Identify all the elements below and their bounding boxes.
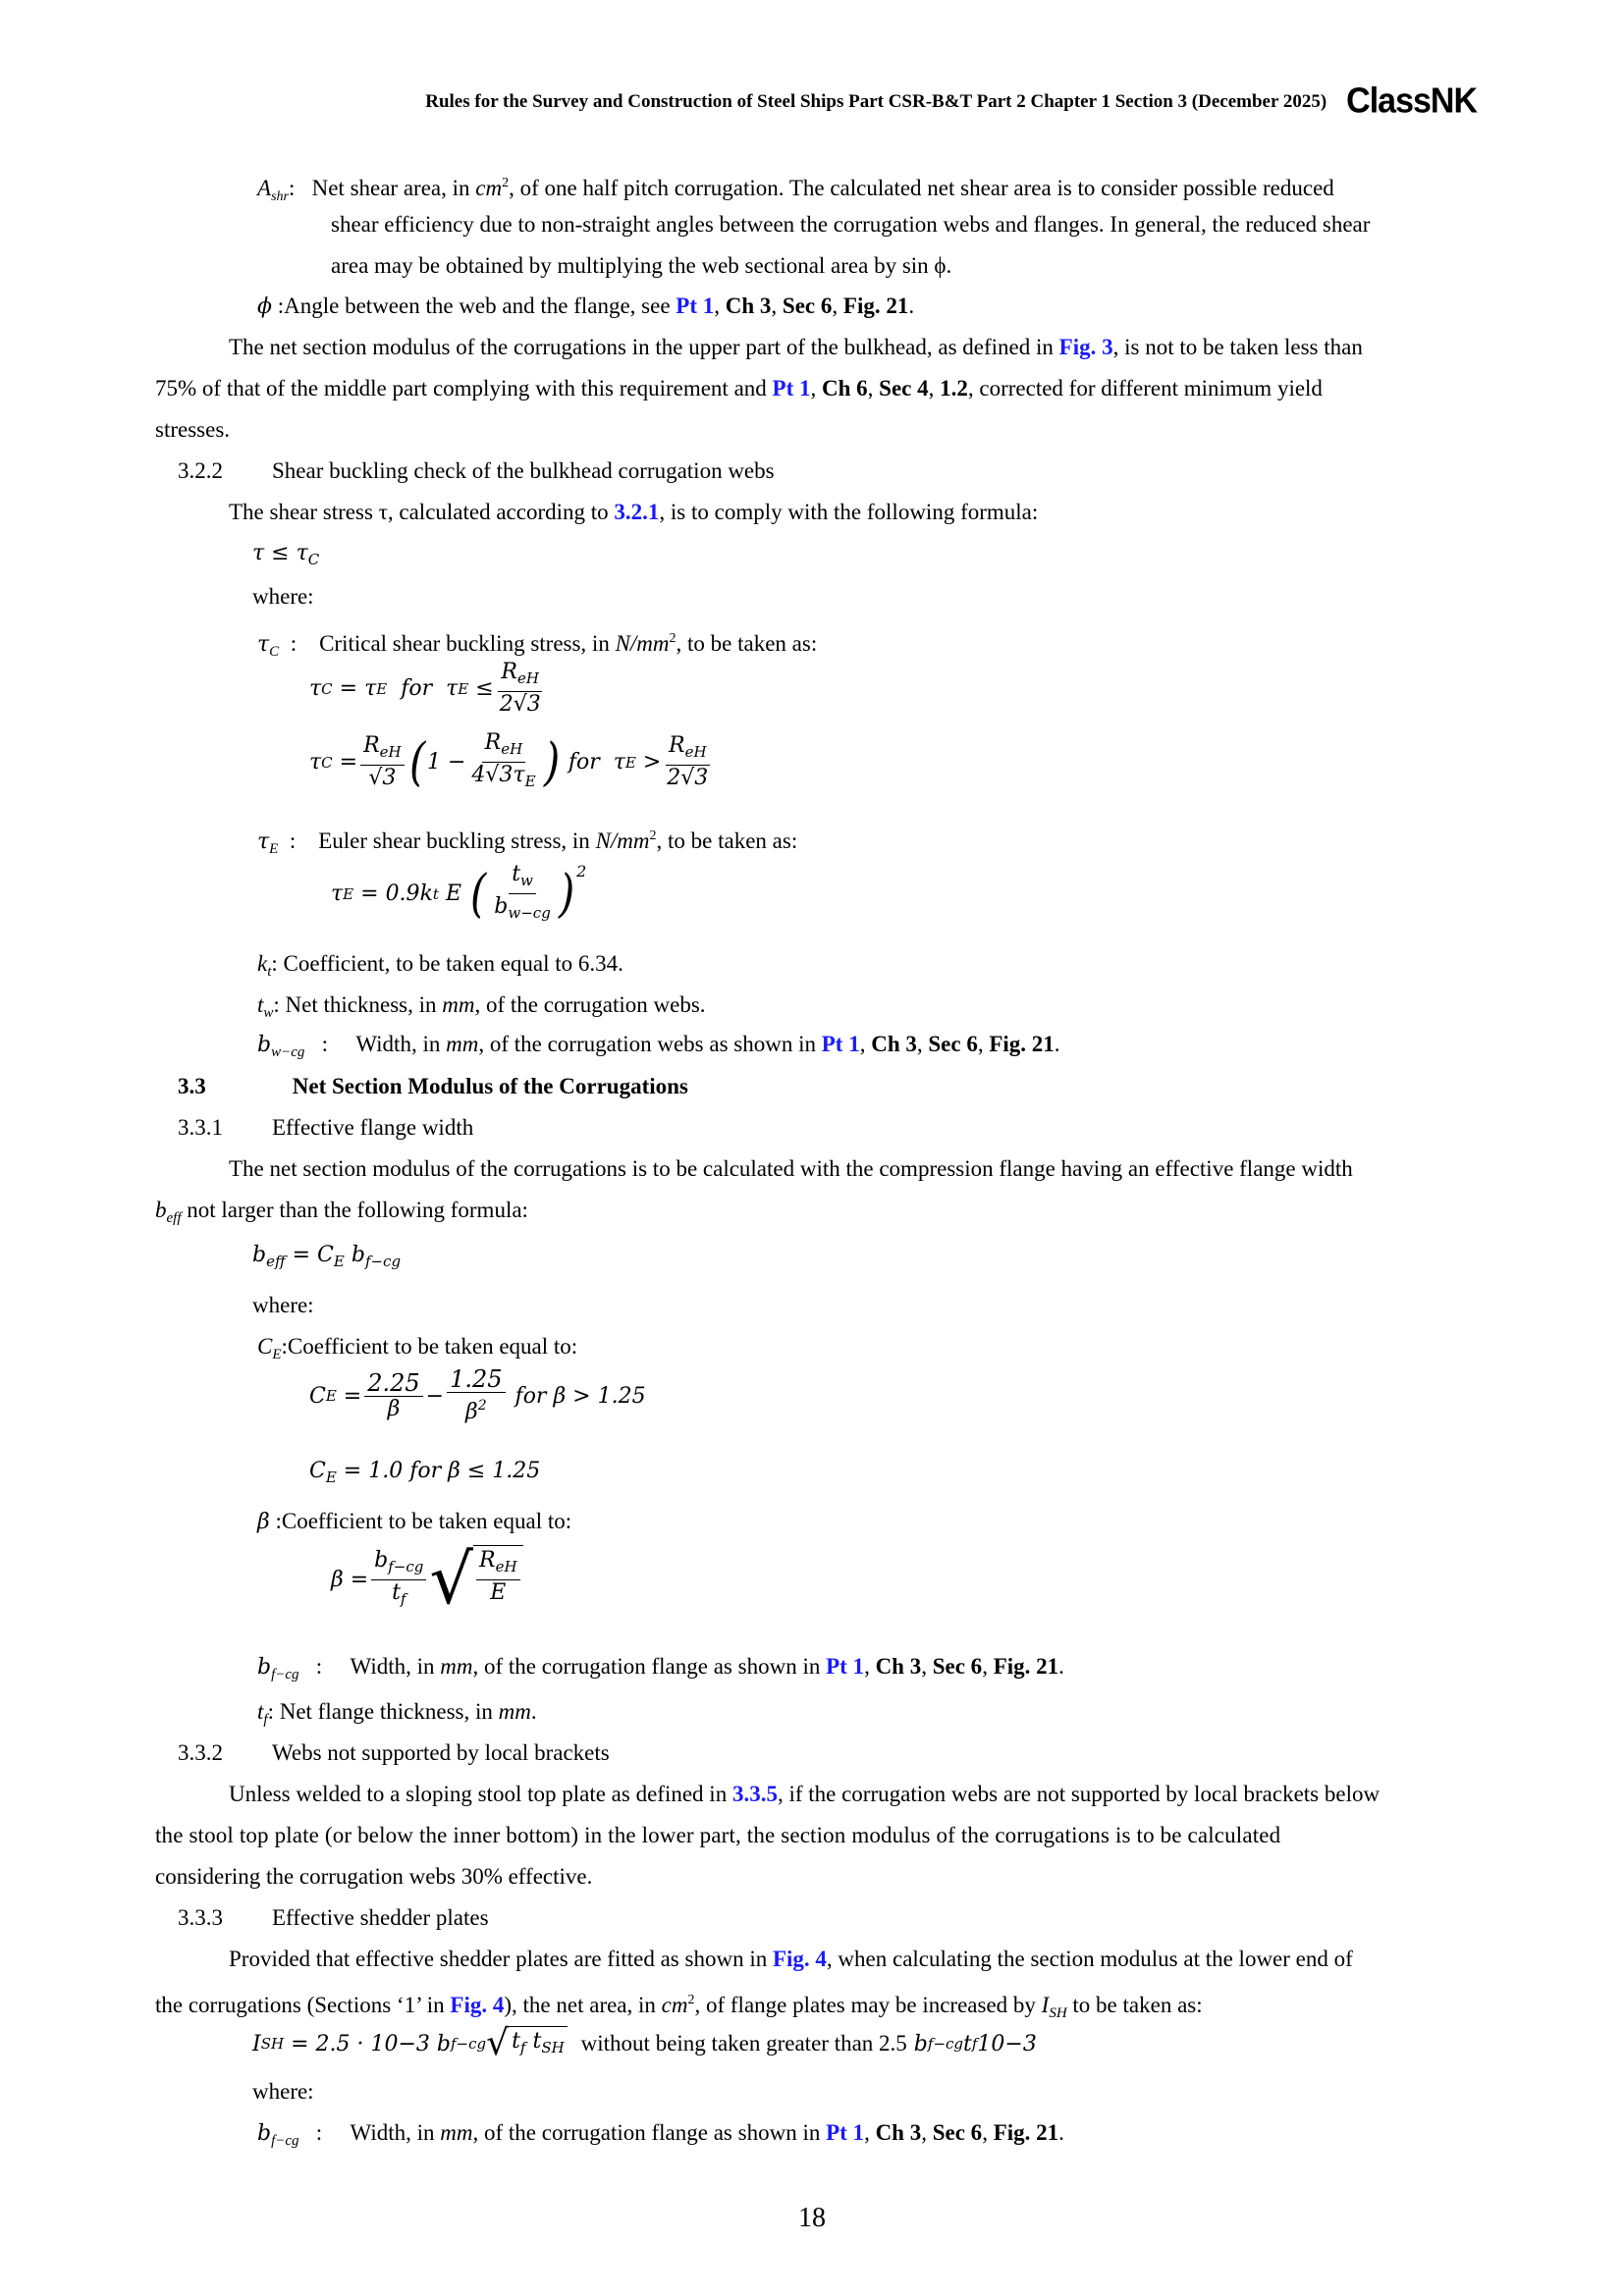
beta-definition: β :Coefficient to be taken equal to:	[257, 1509, 572, 1534]
beta-equation: β = $\frac{b_{f-cg}}{t_f}$ √ $\frac{R_{eH}}{E}$	[331, 1545, 523, 1614]
webs-paragraph-line2: the stool top plate (or below the inner bottom) in the lower part, the section modulus of the corrugations is to be calculated	[155, 1823, 1281, 1847]
webs-paragraph-line3: considering the corrugation webs 30% effective.	[155, 1864, 593, 1889]
ce-definition: $C_E:Coefficient$ to be taken equal to:	[257, 1334, 578, 1362]
section-3-3-3-heading: 3.3.3 Effective shedder plates	[178, 1905, 489, 1930]
ref-pt1-link[interactable]: Pt 1	[826, 1654, 865, 1679]
ref-3-2-1-link[interactable]: 3.2.1	[614, 500, 660, 524]
ref-fig4-link[interactable]: Fig. 4	[450, 1993, 505, 2017]
shedder-paragraph-line2: the corrugations (Sections ‘1’ in Fig. 4), the net area, in $cm^2$, of flange plates may be increased by $I_{SH}$ to be taken as:	[155, 1993, 1203, 2021]
taue-definition: $\tau_E$ : Euler shear buckling stress, in $N/mm^2$, to be taken as:	[257, 828, 798, 857]
section-3-2-2-heading: 3.2.2 Shear buckling check of the bulkhead corrugation webs	[178, 458, 775, 483]
tau-inequality: $\tau \le \tau_C$	[252, 541, 320, 568]
ish-equation: I SH = 2.5 · 10 −3 b f−cg √ $t_f$ $t_{SH}$ without being taken greater than 2.5 b f−cg t f 10 −3	[252, 2023, 1037, 2063]
where-label: where:	[252, 2079, 314, 2104]
ashr-definition-line1: $A_{shr}$: Net shear area, in $cm^2$, of one half pitch corrugation. The calculated net shear area is to consider possible reduced	[257, 176, 1334, 204]
page-number: 18	[798, 2203, 826, 2233]
ref-fig3-link[interactable]: Fig. 3	[1058, 335, 1113, 359]
flange-paragraph-line2: $b_{eff}$ not larger than the following formula:	[155, 1198, 528, 1226]
webs-paragraph-line1: Unless welded to a sloping stool top plate as defined in 3.3.5, if the corrugation webs are not supported by local brackets below	[229, 1782, 1380, 1806]
modulus-paragraph-line1: The net section modulus of the corrugations in the upper part of the bulkhead, as defined in Fig. 3, is not to be taken less than	[229, 335, 1363, 359]
shear-stress-sentence: The shear stress τ, calculated according to 3.2.1, is to comply with the following formula:	[229, 500, 1039, 524]
classnk-logo: ClassNK	[1346, 81, 1477, 121]
ref-3-3-5-link[interactable]: 3.3.5	[731, 1782, 778, 1806]
ref-fig4-link[interactable]: Fig. 4	[772, 1947, 827, 1971]
tauc-equation-2: τ C = $\frac{R_{eH}}{√3}$ ( 1 − $\frac{R_{eH}}{4√3\tau_E}$ ) for τ E > $\frac{R_{eH}}{2√3}$	[309, 730, 709, 792]
bwcg-definition: $b_{w-cg}$ : Width, in mm, of the corrugation webs as shown in Pt 1, Ch 3, Sec 6, Fig. 21.	[257, 1032, 1060, 1060]
tauc-definition: $\tau_C$ : Critical shear buckling stress, in $N/mm^2$, to be taken as:	[257, 631, 818, 660]
where-label: where:	[252, 1293, 314, 1317]
section-3-3-heading: 3.3 Net Section Modulus of the Corrugations	[178, 1074, 688, 1098]
where-label: where:	[252, 584, 314, 609]
kt-definition: $k_t$: Coefficient, to be taken equal to 6.34.	[257, 951, 623, 980]
modulus-paragraph-line3: stresses.	[155, 417, 231, 442]
ref-pt1-link[interactable]: Pt 1	[772, 376, 811, 400]
flange-paragraph-line1: The net section modulus of the corrugations is to be calculated with the compression flange having an effective flange width	[229, 1156, 1353, 1181]
header-title: Rules for the Survey and Construction of Steel Ships Part CSR-B&T Part 2 Chapter 1 Section 3 (December 2025)	[425, 90, 1327, 112]
ref-pt1-link[interactable]: Pt 1	[821, 1032, 860, 1056]
section-3-3-2-heading: 3.3.2 Webs not supported by local brackets	[178, 1740, 610, 1765]
tf-definition: $t_f$: Net flange thickness, in mm.	[257, 1699, 537, 1728]
shedder-paragraph-line1: Provided that effective shedder plates are fitted as shown in Fig. 4, when calculating the section modulus at the lower end of	[229, 1947, 1353, 1971]
ce-equation-1: C E = $\frac{2.25}{\beta}$ − $\frac{1.25}{\beta^2}$ for β > 1.25	[309, 1365, 646, 1424]
taue-equation: τ E = 0.9 k t E ( $\frac{t_w}{b_{w-cg}}$ ) 2	[331, 862, 587, 924]
tauc-equation-1: τ C = τ E for τ E ≤ $\frac{R_{eH}}{2√3}$	[309, 660, 541, 717]
ref-pt1-link[interactable]: Pt 1	[676, 294, 715, 318]
ce-equation-2: $C_E = 1.0$ for β ≤ 1.25	[309, 1459, 541, 1486]
bfcg-definition-2: $b_{f-cg}$ : Width, in mm, of the corrugation flange as shown in Pt 1, Ch 3, Sec 6, Fig. 21.	[257, 2120, 1064, 2149]
tw-definition: $t_w$: Net thickness, in mm, of the corrugation webs.	[257, 992, 706, 1021]
ashr-definition-line3: area may be obtained by multiplying the web sectional area by sin ϕ.	[331, 253, 952, 278]
modulus-paragraph-line2: 75% of that of the middle part complying with this requirement and Pt 1, Ch 6, Sec 4, 1.2, corrected for different minimum yield	[155, 376, 1323, 400]
bfcg-definition: $b_{f-cg}$ : Width, in mm, of the corrugation flange as shown in Pt 1, Ch 3, Sec 6, Fig. 21.	[257, 1654, 1064, 1682]
ref-pt1-link[interactable]: Pt 1	[826, 2120, 865, 2145]
phi-definition: ϕ :Angle between the web and the flange, see Pt 1, Ch 3, Sec 6, Fig. 21.	[257, 294, 915, 319]
ashr-definition-line2: shear efficiency due to non-straight angles between the corrugation webs and flanges. In general, the reduced shear	[331, 212, 1371, 237]
section-3-3-1-heading: 3.3.1 Effective flange width	[178, 1115, 474, 1140]
running-header	[425, 82, 1477, 121]
beff-equation: $b_{eff} = C_E$ $b_{f-cg}$	[252, 1243, 402, 1270]
